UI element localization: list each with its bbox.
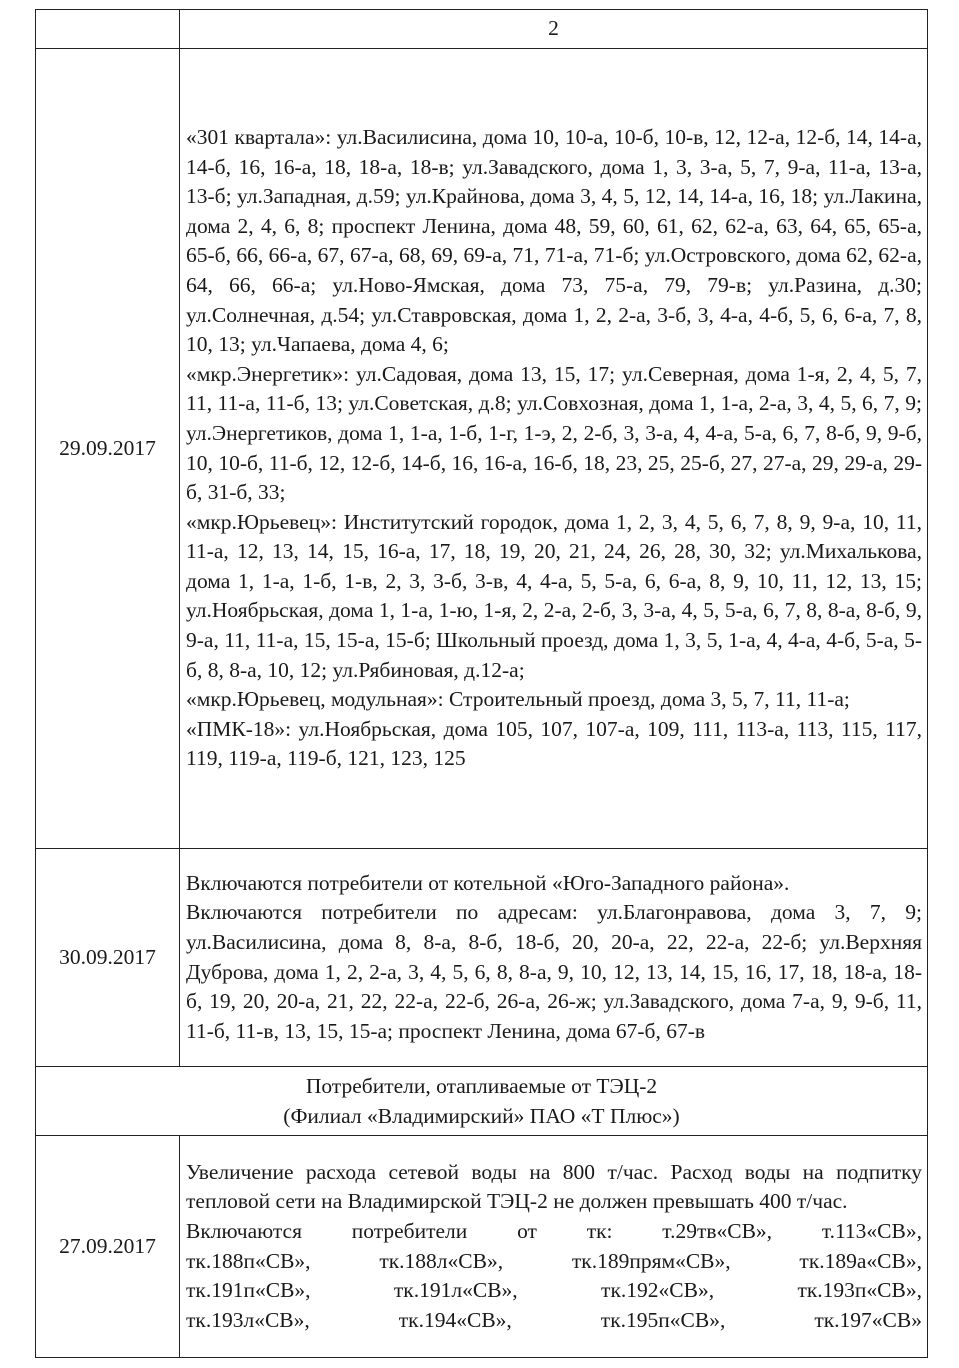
- address-paragraph: Включаются потребители по адресам: ул.Благонравова, дома 3, 7, 9; ул.Василисина, дома 8, 8-а, 8-б, 18-б, 20, 20-а, 22, 22-а, 22-б; ул.Верхняя Дуброва, дома 1, 2, 2-а, 3, 4, 5, 6, 8, 8-а, 9, 10, 12, 13, 14, 15, 16, 17, 18, 18-а, 18-б, 19, 20, 20-а, 21, 22, 22-а, 22-б, 26-а, 26-ж; ул.Завадского, дома 7-а, 9, 9-б, 11, 11-б, 11-в, 13, 15, 15-а; проспект Ленина, дома 67-б, 67-в: [186, 900, 922, 1043]
- section-row: [36, 1067, 928, 1136]
- word: от: [517, 1218, 537, 1243]
- district-paragraph: «301 квартала»: ул.Василисина, дома 10, 10-а, 10-б, 10-в, 12, 12-а, 12-б, 14, 14-а, 14-б, 16, 16-а, 18, 18-а, 18-в; ул.Завадского, дома 1, 3, 3-а, 5, 7, 9-а, 11-а, 13-а, 13-б; ул.Западная, д.59; ул.Крайнова, дома 3, 4, 5, 12, 14, 14-а, 16, 18; ул.Лакина, дома 2, 4, 6, 8; проспект Ленина, дома 48, 59, 60, 61, 62, 62-а, 63, 64, 65, 65-а, 65-б, 66, 66-а, 67, 67-а, 68, 69, 69-а, 71, 71-а, 71-б; ул.Островского, дома 62, 62-а, 64, 66, 66-а; ул.Ново-Ямская, дома 73, 75-а, 79, 79-в; ул.Разина, д.30; ул.Солнечная, д.54; ул.Ставровская, дома 1, 2, 2-а, 3-б, 3, 4-а, 4-б, 5, 6, 6-а, 7, 8, 10, 13; ул.Чапаева, дома 4, 6;: [186, 124, 922, 357]
- section-title: Потребители, отапливаемые от ТЭЦ-2: [305, 1074, 658, 1098]
- heat-chamber-line: [186, 1217, 922, 1247]
- heat-chamber-line: [186, 1306, 922, 1336]
- table-row: [36, 849, 928, 1067]
- date-cell: 27.09.2017: [36, 1136, 180, 1358]
- heat-chamber-line: [186, 1247, 922, 1277]
- schedule-table: [35, 9, 928, 1358]
- table-row: [36, 1136, 928, 1358]
- date-cell: 30.09.2017: [36, 849, 180, 1067]
- header-row: [36, 10, 928, 49]
- boiler-paragraph: Включаются потребители от котельной «Юго-Западного района».: [186, 870, 790, 895]
- heat-chamber-code: тк.192«СВ»,: [601, 1278, 715, 1303]
- section-subtitle: (Филиал «Владимирский» ПАО «Т Плюс»): [283, 1104, 680, 1128]
- heat-chamber-code: т.29тв«СВ»,: [662, 1218, 773, 1243]
- heat-chamber-code: тк.195п«СВ»,: [600, 1307, 726, 1332]
- district-paragraph: «мкр.Юрьевец»: Институтский городок, дома 1, 2, 3, 4, 5, 6, 7, 8, 9, 9-а, 10, 11, 11-а, 12, 13, 14, 15, 16-а, 17, 18, 19, 20, 21, 24, 26, 28, 30, 32; ул.Михалькова, дома 1, 1-а, 1-б, 1-в, 2, 3, 3-б, 3-в, 4, 4-а, 5, 5-а, 6, 6-а, 8, 9, 10, 11, 12, 13, 15; ул.Ноябрьская, дома 1, 1-а, 1-ю, 1-я, 2, 2-а, 2-б, 3, 3-а, 4, 5, 5-а, 6, 7, 8, 8-а, 8-б, 9, 9-а, 11, 11-а, 15, 15-а, 15-б; Школьный проезд, дома 1, 3, 5, 1-а, 4, 4-а, 4-б, 5-а, 5-б, 8, 8-а, 10, 12; ул.Рябиновая, д.12-а;: [186, 509, 922, 682]
- district-paragraph: «мкр.Юрьевец, модульная»: Строительный проезд, дома 3, 5, 7, 11, 11-а;: [186, 687, 850, 712]
- heat-chamber-code: тк.188п«СВ»,: [186, 1248, 311, 1273]
- heat-chamber-code: тк.194«СВ»,: [398, 1307, 512, 1332]
- heat-chamber-code: тк.189а«СВ»,: [799, 1248, 922, 1273]
- header-cell-1: [36, 10, 180, 49]
- heat-chamber-code: тк.191п«СВ»,: [186, 1278, 311, 1303]
- heat-chamber-code: тк.191л«СВ»,: [393, 1278, 518, 1303]
- flow-paragraph: Увеличение расхода сетевой воды на 800 т/час. Расход воды на подпитку тепловой сети на Владимирской ТЭЦ-2 не должен превышать 400 т/час.: [186, 1159, 922, 1214]
- heat-chamber-code: тк.193л«СВ»,: [186, 1307, 310, 1332]
- heat-chamber-code: тк.189прям«СВ»,: [571, 1248, 731, 1273]
- district-paragraph: «мкр.Энергетик»: ул.Садовая, дома 13, 15, 17; ул.Северная, дома 1-я, 2, 4, 5, 7, 11, 11-а, 11-б, 13; ул.Советская, д.8; ул.Совхозная, дома 1, 1-а, 2-а, 3, 4, 5, 6, 7, 9; ул.Энергетиков, дома 1, 1-а, 1-б, 1-г, 1-э, 2, 2-б, 3, 3-а, 4, 4-а, 5-а, 6, 7, 8-б, 9, 9-б, 10, 10-б, 11-б, 12, 12-б, 14-б, 16, 16-а, 16-б, 18, 23, 25, 25-б, 27, 27-а, 29, 29-а, 29-б, 31-б, 33;: [186, 361, 922, 505]
- consumers-cell: [180, 1136, 928, 1358]
- district-paragraph: «ПМК-18»: ул.Ноябрьская, дома 105, 107, 107-а, 109, 111, 113-а, 113, 115, 117, 119, 119-а, 119-б, 121, 123, 125: [186, 716, 922, 771]
- heat-chamber-code: тк.193п«СВ»,: [797, 1278, 922, 1303]
- word: Включаются: [186, 1218, 302, 1243]
- heat-chamber-code: т.113«СВ»,: [821, 1218, 922, 1243]
- table-row: [36, 49, 928, 849]
- heat-chamber-code: тк.197«СВ»: [814, 1307, 922, 1332]
- header-cell-2: 2: [180, 10, 928, 49]
- address-cell: [180, 849, 928, 1067]
- heat-chamber-line: [186, 1276, 922, 1306]
- word: тк:: [586, 1218, 613, 1243]
- word: потребители: [351, 1218, 468, 1243]
- date-cell: 29.09.2017: [36, 49, 180, 849]
- address-cell: [180, 49, 928, 849]
- heat-chamber-code: тк.188л«СВ»,: [379, 1248, 504, 1273]
- section-header-cell: [36, 1067, 928, 1136]
- document-page: [35, 9, 927, 1358]
